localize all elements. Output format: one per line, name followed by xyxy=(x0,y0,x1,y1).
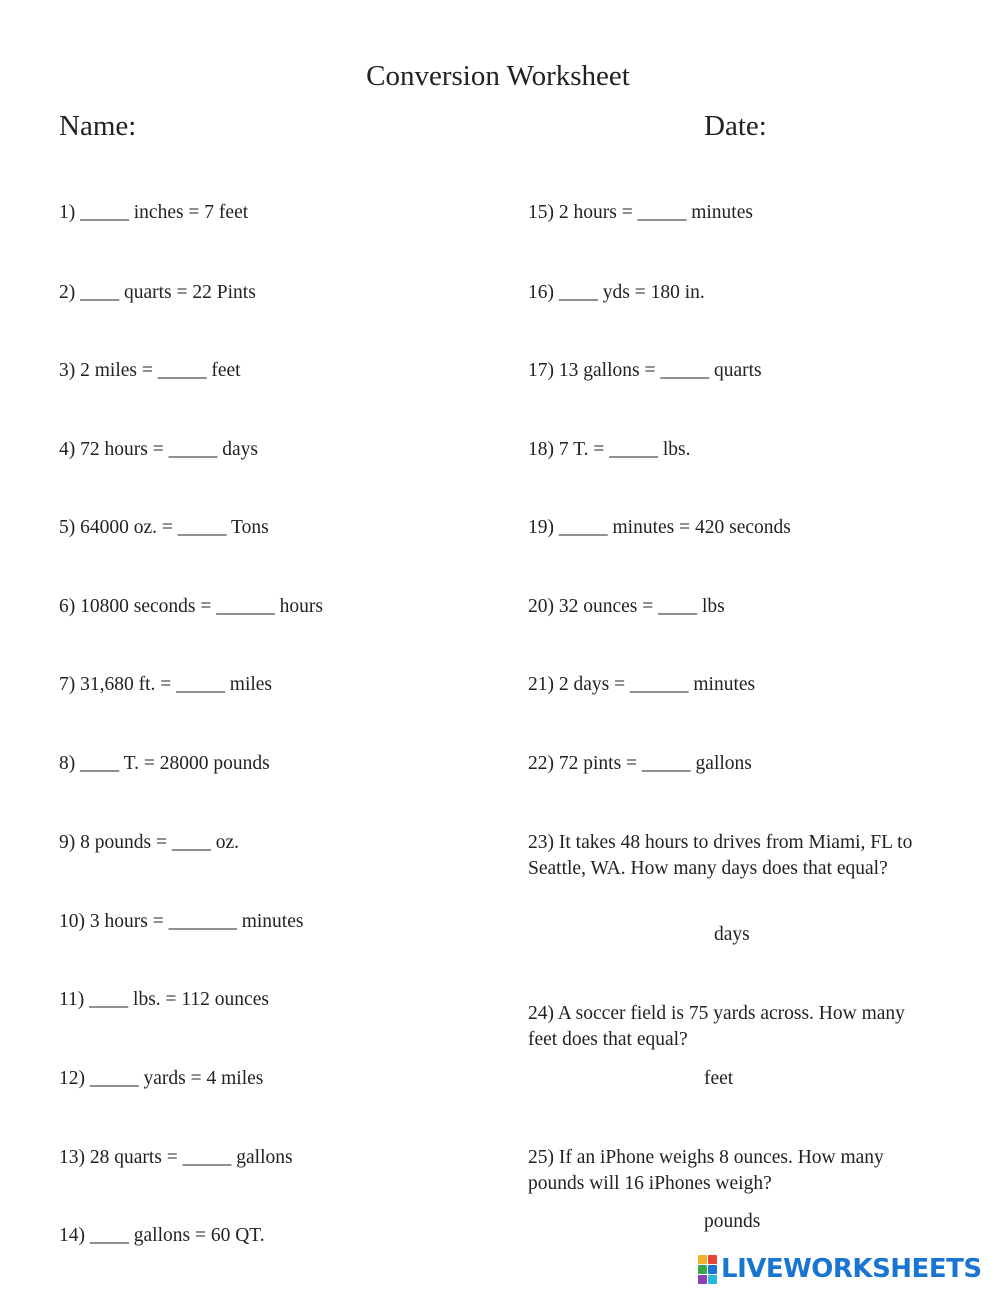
liveworksheets-logo-icon xyxy=(698,1255,717,1284)
question-8: 8) ____ T. = 28000 pounds xyxy=(59,753,270,774)
date-label: Date: xyxy=(704,110,767,142)
question-9: 9) 8 pounds = ____ oz. xyxy=(59,832,239,853)
question-15: 15) 2 hours = _____ minutes xyxy=(528,202,753,223)
question-14: 14) ____ gallons = 60 QT. xyxy=(59,1225,265,1246)
question-22: 22) 72 pints = _____ gallons xyxy=(528,753,752,774)
answer-unit-23: days xyxy=(714,924,750,945)
question-3: 3) 2 miles = _____ feet xyxy=(59,360,241,381)
question-4: 4) 72 hours = _____ days xyxy=(59,439,258,460)
question-7: 7) 31,680 ft. = _____ miles xyxy=(59,674,273,695)
question-13: 13) 28 quarts = _____ gallons xyxy=(59,1147,293,1168)
question-19: 19) _____ minutes = 420 seconds xyxy=(528,517,791,538)
question-6: 6) 10800 seconds = ______ hours xyxy=(59,596,323,617)
question-25: 25) If an iPhone weighs 8 ounces. How many pounds will 16 iPhones weigh? xyxy=(528,1147,884,1194)
question-1: 1) _____ inches = 7 feet xyxy=(59,202,249,223)
question-24: 24) A soccer field is 75 yards across. How many feet does that equal? xyxy=(528,1003,905,1050)
worksheet-title: Conversion Worksheet xyxy=(366,60,630,92)
question-23: 23) It takes 48 hours to drives from Miami, FL to Seattle, WA. How many days does that equal? xyxy=(528,832,913,879)
question-11: 11) ____ lbs. = 112 ounces xyxy=(59,989,269,1010)
question-21: 21) 2 days = ______ minutes xyxy=(528,674,756,695)
name-label: Name: xyxy=(59,110,137,142)
question-17: 17) 13 gallons = _____ quarts xyxy=(528,360,762,381)
question-5: 5) 64000 oz. = _____ Tons xyxy=(59,517,269,538)
question-12: 12) _____ yards = 4 miles xyxy=(59,1068,264,1089)
question-2: 2) ____ quarts = 22 Pints xyxy=(59,282,256,303)
liveworksheets-logo xyxy=(698,1254,982,1284)
question-16: 16) ____ yds = 180 in. xyxy=(528,282,705,303)
question-18: 18) 7 T. = _____ lbs. xyxy=(528,439,691,460)
answer-unit-25: pounds xyxy=(704,1211,761,1232)
answer-unit-24: feet xyxy=(704,1068,734,1089)
logo-text: LIVEWORKSHEETS xyxy=(721,1254,982,1284)
question-20: 20) 32 ounces = ____ lbs xyxy=(528,596,725,617)
question-10: 10) 3 hours = _______ minutes xyxy=(59,911,304,932)
